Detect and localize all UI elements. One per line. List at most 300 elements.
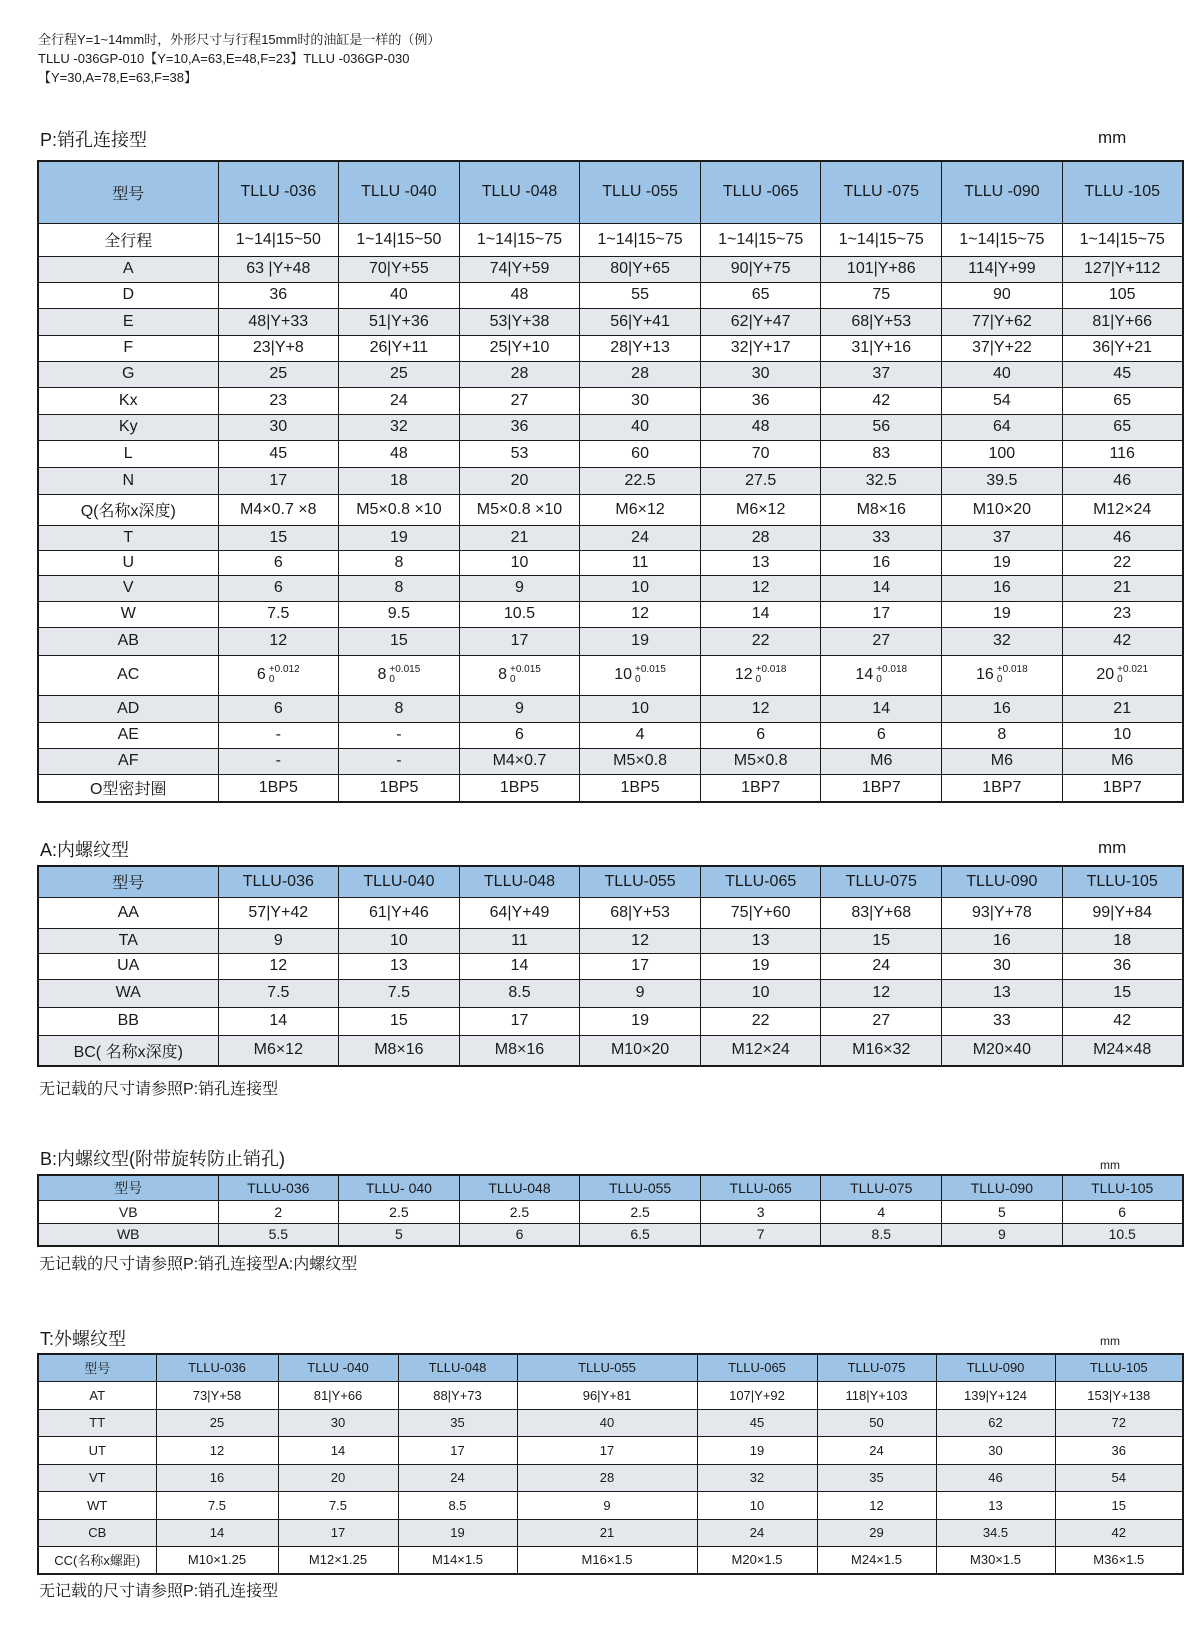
value-cell: 7.5 [218, 979, 339, 1007]
value-cell: 8 [339, 575, 460, 601]
value-cell: 24 [339, 387, 460, 414]
value-cell: 8.5 [821, 1223, 942, 1246]
value-cell: 22 [700, 627, 821, 655]
header-model-cell: TLLU-040 [339, 866, 460, 897]
row-label: UT [38, 1436, 156, 1464]
row-label: AB [38, 627, 218, 655]
table-row [38, 1381, 1183, 1409]
value-cell: 13 [700, 550, 821, 575]
value-cell: 48 [339, 440, 460, 467]
value-cell: 40 [580, 414, 701, 440]
b-unit-label: mm [1100, 1158, 1120, 1172]
value-cell: 40 [942, 361, 1063, 387]
table-row [38, 414, 1183, 440]
p-spec-table [37, 160, 1184, 803]
tolerance-lower: 0 [389, 674, 395, 685]
table-row [38, 256, 1183, 282]
table-row [38, 1436, 1183, 1464]
value-cell: 36 [459, 414, 580, 440]
value-cell: 11 [580, 550, 701, 575]
table-row [38, 655, 1183, 695]
header-model-cell: TLLU-065 [697, 1354, 817, 1381]
value-cell: 21 [1062, 575, 1183, 601]
intro-text [38, 30, 440, 87]
value-cell: 30 [936, 1436, 1055, 1464]
value-cell: 3 [700, 1200, 821, 1223]
value-cell [700, 655, 821, 695]
a-note: 无记载的尺寸请参照P:销孔连接型 [39, 1081, 279, 1098]
value-cell: 16 [821, 550, 942, 575]
value-cell: 9 [942, 1223, 1063, 1246]
header-model-cell: TLLU -055 [580, 161, 701, 223]
value-cell: M14×1.5 [398, 1546, 517, 1574]
value-cell: M12×24 [1062, 494, 1183, 525]
value-cell: 5 [339, 1223, 460, 1246]
value-cell: 12 [218, 953, 339, 979]
row-label: Kx [38, 387, 218, 414]
value-cell: 30 [580, 387, 701, 414]
value-cell: 12 [817, 1491, 936, 1519]
value-cell: 68|Y+53 [580, 897, 701, 928]
row-label: AD [38, 695, 218, 722]
value-cell: 65 [1062, 387, 1183, 414]
row-label: BC( 名称x深度) [38, 1035, 218, 1066]
a-section-title: A:内螺纹型 [40, 840, 130, 860]
value-cell: - [339, 722, 460, 748]
value-cell: M10×1.25 [156, 1546, 278, 1574]
value-cell: 30 [700, 361, 821, 387]
value-cell: - [218, 722, 339, 748]
b-section-title: B:内螺纹型(附带旋转防止销孔) [40, 1149, 285, 1169]
table-row [38, 695, 1183, 722]
tolerance [635, 665, 666, 685]
value-cell: 19 [942, 550, 1063, 575]
tolerance-upper: +0.015 [635, 664, 666, 675]
value-cell: 7.5 [156, 1491, 278, 1519]
value-cell: 26|Y+11 [339, 335, 460, 361]
value-cell: 16 [942, 575, 1063, 601]
value-cell: 48 [700, 414, 821, 440]
value-cell: 81|Y+66 [278, 1381, 398, 1409]
value-cell: 6.5 [580, 1223, 701, 1246]
table-row [38, 1491, 1183, 1519]
value-cell: 42 [1055, 1519, 1183, 1546]
row-label: D [38, 282, 218, 308]
value-cell [942, 655, 1063, 695]
value-cell: 14 [821, 695, 942, 722]
value-cell: 2.5 [580, 1200, 701, 1223]
value-cell: 12 [156, 1436, 278, 1464]
value-cell: 42 [1062, 627, 1183, 655]
row-label: VB [38, 1200, 218, 1223]
tolerance-lower: 0 [510, 674, 516, 685]
value-cell: 36 [1055, 1436, 1183, 1464]
t-note: 无记载的尺寸请参照P:销孔连接型 [39, 1583, 279, 1600]
value-cell: 7.5 [278, 1491, 398, 1519]
value-cell: 48|Y+33 [218, 308, 339, 335]
value-cell: 101|Y+86 [821, 256, 942, 282]
value-cell: 5 [942, 1200, 1063, 1223]
tolerance-lower: 0 [876, 674, 882, 685]
value-cell: 13 [942, 979, 1063, 1007]
row-label: Ky [38, 414, 218, 440]
value-cell: 30 [278, 1409, 398, 1436]
table-row [38, 1519, 1183, 1546]
header-model-cell: TLLU-065 [700, 866, 821, 897]
value-cell: M6×12 [580, 494, 701, 525]
value-cell: 100 [942, 440, 1063, 467]
value-cell: 22 [1062, 550, 1183, 575]
value-cell: 20 [459, 467, 580, 494]
t-spec-table [37, 1353, 1184, 1575]
value-cell: 24 [697, 1519, 817, 1546]
value-cell: 7 [700, 1223, 821, 1246]
header-model-cell: TLLU-090 [942, 866, 1063, 897]
value-cell: 37 [942, 525, 1063, 550]
tolerance-lower: 0 [755, 674, 762, 685]
value-cell: 18 [1062, 928, 1183, 953]
value-cell: 23|Y+8 [218, 335, 339, 361]
tolerance-lower: 0 [635, 674, 641, 685]
value-cell: 28 [459, 361, 580, 387]
value-cell: 16 [156, 1464, 278, 1491]
value-cell: 27 [821, 1007, 942, 1035]
value-cell: 61|Y+46 [339, 897, 460, 928]
value-cell [580, 655, 701, 695]
value-cell: M8×16 [459, 1035, 580, 1066]
value-cell: 12 [700, 575, 821, 601]
value-cell [1062, 655, 1183, 695]
value-cell: 6 [821, 722, 942, 748]
row-label: WT [38, 1491, 156, 1519]
tolerance-upper: +0.015 [510, 664, 541, 675]
value-cell: 56 [821, 414, 942, 440]
header-model-label: 型号 [38, 866, 218, 897]
value-cell: 1~14|15~75 [821, 223, 942, 256]
value-cell: 27 [821, 627, 942, 655]
value-cell: 9 [459, 575, 580, 601]
header-model-cell: TLLU-055 [580, 866, 701, 897]
value-cell: 14 [700, 601, 821, 627]
value-cell: 19 [942, 601, 1063, 627]
value-cell: 35 [398, 1409, 517, 1436]
value-cell: 75|Y+60 [700, 897, 821, 928]
value-cell: 18 [339, 467, 460, 494]
value-cell: 36 [218, 282, 339, 308]
value-cell: 15 [821, 928, 942, 953]
value-cell: M8×16 [821, 494, 942, 525]
value-cell: M6×12 [700, 494, 821, 525]
row-label: BB [38, 1007, 218, 1035]
value-cell: 105 [1062, 282, 1183, 308]
row-label: CB [38, 1519, 156, 1546]
value-cell: 36 [1062, 953, 1183, 979]
row-label: AA [38, 897, 218, 928]
header-model-cell: TLLU -090 [942, 161, 1063, 223]
header-model-cell: TLLU -065 [700, 161, 821, 223]
value-cell: 1BP7 [700, 774, 821, 802]
table-row [38, 467, 1183, 494]
header-model-cell: TLLU-090 [936, 1354, 1055, 1381]
value-cell: 6 [218, 695, 339, 722]
value-cell: M12×1.25 [278, 1546, 398, 1574]
value-cell: 65 [1062, 414, 1183, 440]
value-cell: 42 [1062, 1007, 1183, 1035]
value-cell: 93|Y+78 [942, 897, 1063, 928]
table-row [38, 601, 1183, 627]
value-cell: 90 [942, 282, 1063, 308]
row-label: G [38, 361, 218, 387]
value-cell: 13 [936, 1491, 1055, 1519]
header-model-cell: TLLU -075 [821, 161, 942, 223]
row-label: A [38, 256, 218, 282]
value-cell: 8 [339, 550, 460, 575]
tolerance [997, 665, 1028, 685]
table-row [38, 979, 1183, 1007]
value-cell: 64|Y+49 [459, 897, 580, 928]
value-cell: 8 [339, 695, 460, 722]
value-cell: 32|Y+17 [700, 335, 821, 361]
intro-line-1: 全行程Y=1~14mm时，外形尺寸与行程15mm时的油缸是一样的（例） [38, 32, 441, 47]
value-cell: 48 [459, 282, 580, 308]
value-cell: 2.5 [459, 1200, 580, 1223]
value-cell: 80|Y+65 [580, 256, 701, 282]
table-row [38, 335, 1183, 361]
value-cell: 53|Y+38 [459, 308, 580, 335]
value-cell: 21 [1062, 695, 1183, 722]
tolerance-upper: +0.021 [1117, 664, 1149, 675]
value-cell: 10 [339, 928, 460, 953]
value-cell: M10×20 [942, 494, 1063, 525]
table-row [38, 953, 1183, 979]
table-row [38, 282, 1183, 308]
value-cell: 10 [459, 550, 580, 575]
row-label: 全行程 [38, 223, 218, 256]
tolerance-base: 8 [498, 666, 507, 684]
table-row [38, 1223, 1183, 1246]
value-cell [339, 655, 460, 695]
table-row [38, 440, 1183, 467]
value-cell: 53 [459, 440, 580, 467]
tolerance-base: 10 [614, 666, 633, 684]
value-cell: 27.5 [700, 467, 821, 494]
value-cell: 62 [936, 1409, 1055, 1436]
value-cell: 2 [218, 1200, 339, 1223]
value-cell: 21 [459, 525, 580, 550]
value-cell: 1BP5 [580, 774, 701, 802]
value-cell: 15 [1055, 1491, 1183, 1519]
value-cell: 118|Y+103 [817, 1381, 936, 1409]
value-cell: 17 [278, 1519, 398, 1546]
header-model-cell: TLLU -040 [339, 161, 460, 223]
table-row [38, 1200, 1183, 1223]
value-cell: M20×40 [942, 1035, 1063, 1066]
row-label: W [38, 601, 218, 627]
value-cell: 63 |Y+48 [218, 256, 339, 282]
table-row [38, 494, 1183, 525]
value-cell: 55 [580, 282, 701, 308]
header-model-cell: TLLU-105 [1055, 1354, 1183, 1381]
row-label: TA [38, 928, 218, 953]
row-label: O型密封圈 [38, 774, 218, 802]
tolerance-base: 14 [855, 666, 874, 684]
value-cell: 1BP7 [1062, 774, 1183, 802]
tolerance-base: 8 [377, 666, 387, 684]
t-unit-label: mm [1100, 1334, 1120, 1348]
value-cell: 60 [580, 440, 701, 467]
row-label: TT [38, 1409, 156, 1436]
tolerance-base: 6 [256, 666, 266, 684]
value-cell: 37 [821, 361, 942, 387]
value-cell: 45 [697, 1409, 817, 1436]
value-cell: - [339, 748, 460, 774]
value-cell: 25 [218, 361, 339, 387]
value-cell: 9 [459, 695, 580, 722]
header-model-cell: TLLU-065 [700, 1175, 821, 1200]
table-row [38, 928, 1183, 953]
row-label: CC(名称x螺距) [38, 1546, 156, 1574]
value-cell: 116 [1062, 440, 1183, 467]
tolerance-base: 12 [734, 666, 753, 684]
value-cell: 75 [821, 282, 942, 308]
value-cell [218, 655, 339, 695]
value-cell: M8×16 [339, 1035, 460, 1066]
value-cell: 15 [218, 525, 339, 550]
value-cell: 19 [398, 1519, 517, 1546]
value-cell: M4×0.7 ×8 [218, 494, 339, 525]
header-model-cell: TLLU-105 [1062, 1175, 1183, 1200]
value-cell [459, 655, 580, 695]
value-cell: 1~14|15~50 [218, 223, 339, 256]
value-cell: 45 [1062, 361, 1183, 387]
b-note: 无记载的尺寸请参照P:销孔连接型A:内螺纹型 [39, 1256, 358, 1273]
value-cell: 12 [580, 601, 701, 627]
value-cell: 68|Y+53 [821, 308, 942, 335]
value-cell: M24×1.5 [817, 1546, 936, 1574]
value-cell: 40 [517, 1409, 697, 1436]
row-label: WB [38, 1223, 218, 1246]
value-cell: 64 [942, 414, 1063, 440]
tolerance-upper: +0.018 [996, 664, 1028, 675]
header-model-cell: TLLU-048 [459, 1175, 580, 1200]
value-cell: 9 [580, 979, 701, 1007]
value-cell: 56|Y+41 [580, 308, 701, 335]
value-cell: 12 [700, 695, 821, 722]
value-cell: M5×0.8 [580, 748, 701, 774]
table-row [38, 1464, 1183, 1491]
tolerance-base: 16 [976, 666, 994, 684]
value-cell: 23 [218, 387, 339, 414]
value-cell: 16 [942, 695, 1063, 722]
p-unit-label: mm [1098, 128, 1127, 147]
row-label: U [38, 550, 218, 575]
header-model-cell: TLLU-075 [821, 866, 942, 897]
tolerance-lower: 0 [268, 674, 275, 685]
value-cell: 4 [580, 722, 701, 748]
value-cell: 33 [821, 525, 942, 550]
value-cell: 10.5 [1062, 1223, 1183, 1246]
value-cell: 31|Y+16 [821, 335, 942, 361]
value-cell: 70 [700, 440, 821, 467]
value-cell: 114|Y+99 [942, 256, 1063, 282]
table-row [38, 308, 1183, 335]
value-cell: 36|Y+21 [1062, 335, 1183, 361]
value-cell: 1~14|15~75 [580, 223, 701, 256]
value-cell: 88|Y+73 [398, 1381, 517, 1409]
header-model-cell: TLLU-055 [517, 1354, 697, 1381]
value-cell: 1~14|15~75 [1062, 223, 1183, 256]
header-model-cell: TLLU -105 [1062, 161, 1183, 223]
value-cell: M5×0.8 [700, 748, 821, 774]
intro-line-3: 【Y=30,A=78,E=63,F=38】 [38, 70, 197, 85]
value-cell: 54 [1055, 1464, 1183, 1491]
value-cell: 46 [936, 1464, 1055, 1491]
header-model-cell: TLLU-105 [1062, 866, 1183, 897]
table-row [38, 223, 1183, 256]
value-cell: 24 [821, 953, 942, 979]
header-model-cell: TLLU-036 [218, 1175, 339, 1200]
value-cell: 6 [218, 575, 339, 601]
value-cell [821, 655, 942, 695]
value-cell: 14 [156, 1519, 278, 1546]
table-row [38, 1546, 1183, 1574]
table-row [38, 897, 1183, 928]
value-cell: 28 [517, 1464, 697, 1491]
tolerance-lower: 0 [996, 674, 1003, 685]
table-row [38, 550, 1183, 575]
value-cell: 99|Y+84 [1062, 897, 1183, 928]
value-cell: M6 [821, 748, 942, 774]
value-cell: M16×32 [821, 1035, 942, 1066]
value-cell: 17 [459, 627, 580, 655]
row-label: L [38, 440, 218, 467]
tolerance [510, 665, 541, 685]
row-label: UA [38, 953, 218, 979]
value-cell: 23 [1062, 601, 1183, 627]
table-row [38, 774, 1183, 802]
header-row [38, 866, 1183, 897]
value-cell: 139|Y+124 [936, 1381, 1055, 1409]
value-cell: 153|Y+138 [1055, 1381, 1183, 1409]
table-row [38, 361, 1183, 387]
value-cell: 1BP5 [459, 774, 580, 802]
table-row [38, 525, 1183, 550]
value-cell: 1~14|15~50 [339, 223, 460, 256]
row-label: AT [38, 1381, 156, 1409]
value-cell: 27 [459, 387, 580, 414]
table-row [38, 627, 1183, 655]
tolerance [269, 665, 300, 685]
value-cell: 17 [398, 1436, 517, 1464]
value-cell: M6 [1062, 748, 1183, 774]
value-cell: 14 [218, 1007, 339, 1035]
value-cell: 36 [700, 387, 821, 414]
value-cell: 12 [218, 627, 339, 655]
value-cell: 83|Y+68 [821, 897, 942, 928]
value-cell: 65 [700, 282, 821, 308]
value-cell: 14 [278, 1436, 398, 1464]
value-cell: 32 [942, 627, 1063, 655]
tolerance-upper: +0.018 [876, 664, 908, 675]
value-cell: 1BP5 [218, 774, 339, 802]
row-label: N [38, 467, 218, 494]
header-model-cell: TLLU-055 [580, 1175, 701, 1200]
tolerance-upper: +0.015 [389, 664, 421, 675]
row-label: V [38, 575, 218, 601]
value-cell: 6 [218, 550, 339, 575]
a-unit-label: mm [1098, 838, 1127, 857]
value-cell: 6 [459, 1223, 580, 1246]
